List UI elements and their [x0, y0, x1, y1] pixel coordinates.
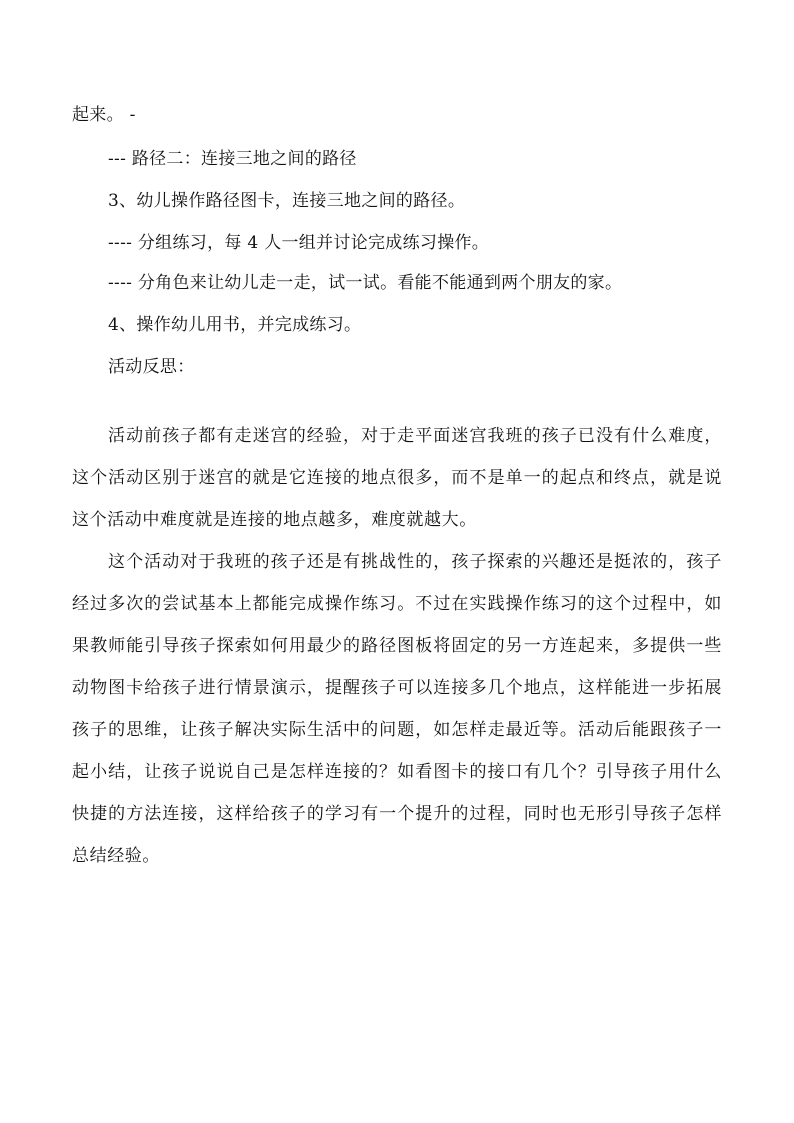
text-line-step-4: 4、操作幼儿用书，并完成练习。 — [108, 315, 362, 335]
text-line-path-two: --- 路径二：连接三地之间的路径 — [108, 149, 357, 169]
section-heading-reflection: 活动反思： — [108, 357, 195, 377]
reflection-paragraph-1: 活动前孩子都有走迷宫的经验，对于走平面迷宫我班的孩子已没有什么难度，这个活动区别于迷宫的就是它连接的地点很多，而不是单一的起点和终点，就是说这个活动中难度就是连接的地点越多，难度就越大。 — [72, 426, 722, 530]
text-line-group-practice: ---- 分组练习，每 4 人一组并讨论完成练习操作。 — [108, 233, 490, 253]
text-line-role-play: ---- 分角色来让幼儿走一走，试一试。看能不能通到两个朋友的家。 — [108, 273, 623, 293]
text-line-continuation: 起来。 - — [72, 105, 136, 125]
text-line-step-3: 3、幼儿操作路径图卡，连接三地之间的路径。 — [108, 191, 466, 211]
reflection-paragraph-2: 这个活动对于我班的孩子还是有挑战性的，孩子探索的兴趣还是挺浓的，孩子经过多次的尝试基本上都能完成操作练习。不过在实践操作练习的这个过程中，如果教师能引导孩子探索如何用最少的路径图板将固定的另一方连起来，多提供一些动物图卡给孩子进行情景演示，提醒孩子可以连接多几个地点，这样能进一步拓展孩子的思维，让孩子解决实际生活中的问题，如怎样走最近等。活动后能跟孩子一起小结，让孩子说说自己是怎样连接的？如看图卡的接口有几个？引导孩子用什么快捷的方法连接，这样给孩子的学习有一个提升的过程，同时也无形引导孩子怎样总结经验。 — [72, 552, 722, 866]
